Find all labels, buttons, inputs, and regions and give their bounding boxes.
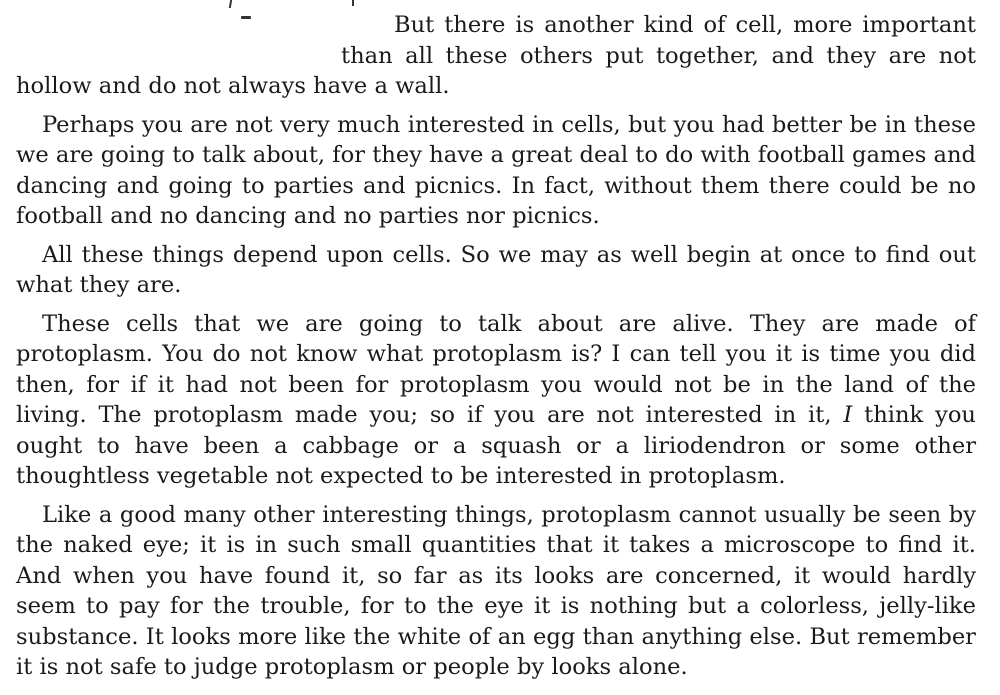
paragraph-4-italic-word: I: [843, 402, 853, 428]
paragraph-2: Perhaps you are not very much interested in cells, but you had better be in these we are going to talk about, for they have a great deal to do with football games and dancing and going to parties and picnics. In fact, without them there could be no football and no dancing and no parties nor picnics.: [16, 111, 976, 229]
paragraph-1-line-3: hollow and do not always have a wall.: [16, 73, 450, 99]
paragraph-4-text-after: think you ought to have been a cabbage or a squash or a liriodendron or some other thoughtless vegetable not expected to be interested in protoplasm.: [16, 402, 976, 489]
paragraph-4: [16, 309, 976, 492]
paragraph-1-line-2: than all these others put together, and they are not: [341, 42, 976, 69]
paragraph-3: All these things depend upon cells. So we may as well begin at once to find out what they are.: [16, 241, 976, 298]
image-edge-fragment: [352, 0, 354, 6]
paragraph-5: Like a good many other interesting things, protoplasm cannot usually be seen by the naked eye; it is in such small quantities that it takes a microscope to find it. And when you have found it, so far as its looks are concerned, it would hardly seem to pay for the trouble, for to the eye it is nothing but a colorless, jelly-like substance. It looks more like the white of an egg than anything else. But remember it is not safe to judge protoplasm or people by looks alone.: [16, 501, 976, 680]
paragraph-4-text-before: These cells that we are going to talk about are alive. They are made of protoplasm. You do not know what protoplasm is? I can tell you it is time you did then, for if it had not been for protoplasm you would not be in the land of the living. The protoplasm made you; so if you are not interested in it,: [16, 310, 976, 428]
paragraph-1-line-1: But there is another kind of cell, more important: [394, 12, 976, 38]
image-edge-fragment: [241, 16, 251, 19]
book-page: [16, 0, 976, 695]
paragraph-1: [16, 0, 976, 102]
